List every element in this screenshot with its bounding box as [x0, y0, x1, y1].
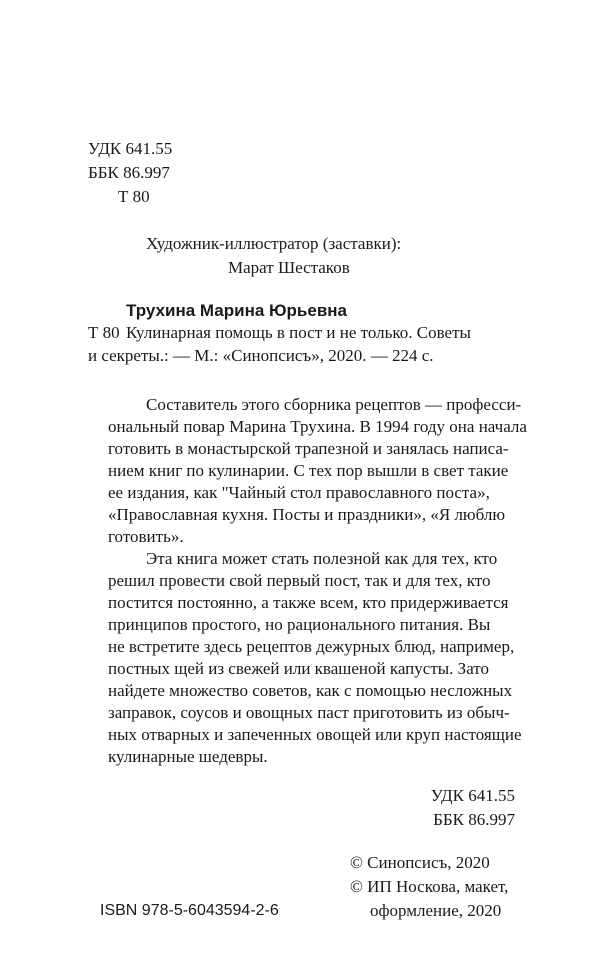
bibliographic-mark: Т 80	[88, 323, 120, 342]
illustrator-name: Марат Шестаков	[228, 258, 350, 277]
udk-code: УДК 641.55	[88, 139, 173, 158]
annotation-p2-line-6: постных щей из свежей или квашеной капусты. Зато	[108, 659, 490, 678]
author-name: Трухина Марина Юрьевна	[126, 301, 348, 320]
copyright-layout: © ИП Носкова, макет,	[350, 877, 509, 896]
annotation-p1-line-1: Составитель этого сборника рецептов — професси-	[146, 395, 522, 414]
bibliographic-entry-line-2: и секреты.: — М.: «Синопсисъ», 2020. — 224 с.	[88, 346, 434, 365]
bbk-code: ББК 86.997	[88, 163, 170, 182]
annotation-p1-line-6: «Православная кухня. Посты и праздники», «Я люблю	[108, 505, 506, 524]
isbn: ISBN 978-5-6043594-2-6	[100, 902, 279, 919]
annotation-p2-line-9: ных отварных и запеченных овощей или круп настоящие	[108, 725, 522, 744]
annotation-p2-line-3: постится постоянно, а также всем, кто придерживается	[108, 593, 509, 612]
annotation-p1-line-3: готовить в монастырской трапезной и занялась написа-	[108, 439, 509, 458]
annotation-p2-line-1: Эта книга может стать полезной как для тех, кто	[146, 549, 498, 568]
annotation-p2-line-8: заправок, соусов и овощных паст приготовить из обыч-	[108, 703, 510, 722]
annotation-udk: УДК 641.55	[430, 786, 515, 805]
annotation-p2-line-4: принципов простого, но рационального питания. Вы	[108, 615, 491, 634]
annotation-p2-line-2: решил провести свой первый пост, так и для тех, кто	[108, 571, 491, 590]
annotation-p1-line-5: ее издания, как "Чайный стол православного поста»,	[108, 483, 490, 502]
author-mark: Т 80	[118, 187, 150, 206]
annotation-p2-line-7: найдете множество советов, как с помощью несложных	[108, 681, 513, 700]
illustrator-role: Художник-иллюстратор (заставки):	[146, 234, 402, 253]
copyright-publisher: © Синопсисъ, 2020	[350, 853, 490, 872]
copyright-design: оформление, 2020	[370, 901, 502, 920]
annotation-p1-line-4: нием книг по кулинарии. С тех пор вышли в свет такие	[108, 461, 509, 480]
annotation-p1-line-2: ональный повар Марина Трухина. В 1994 году она начала	[108, 417, 527, 436]
annotation-p2-line-10: кулинарные шедевры.	[108, 747, 268, 766]
annotation-p2-line-5: не встретите здесь рецептов дежурных блюд, например,	[108, 637, 515, 656]
annotation-p1-line-7: готовить».	[108, 527, 184, 546]
bibliographic-entry-line-1: Кулинарная помощь в пост и не только. Советы	[126, 323, 471, 342]
annotation-bbk: ББК 86.997	[433, 810, 515, 829]
